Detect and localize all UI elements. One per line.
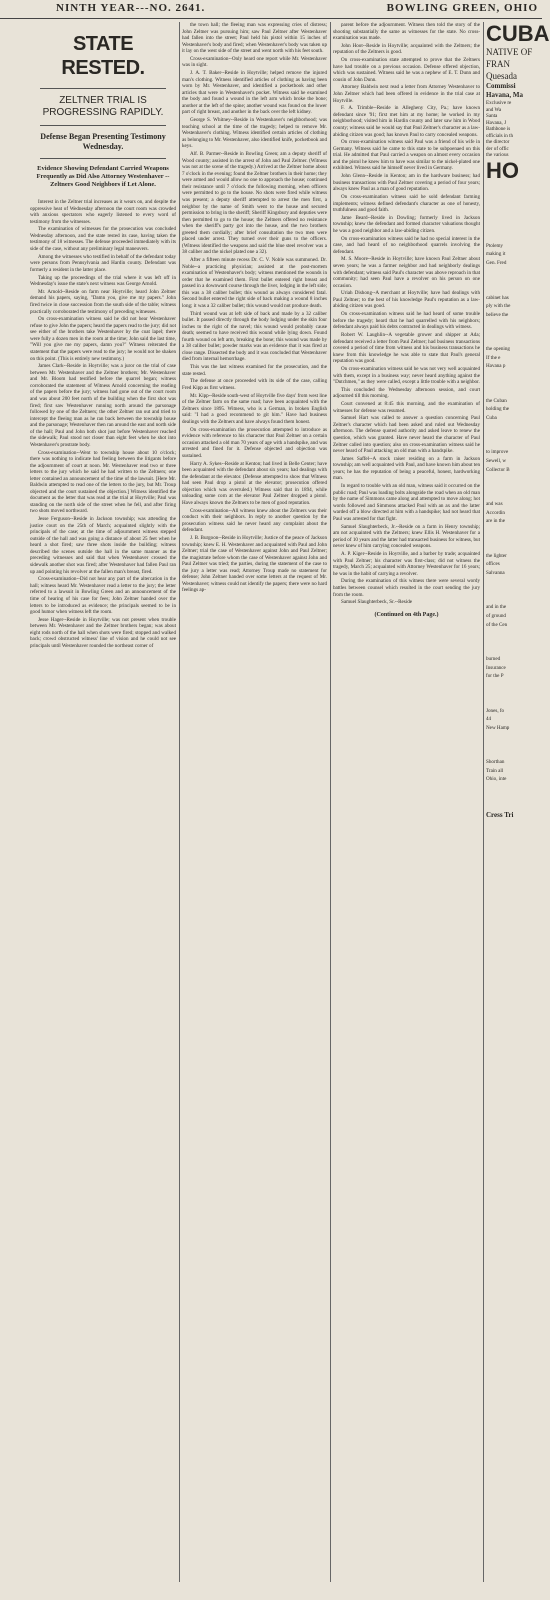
paragraph: Cross-examination--Did not hear any part of the altercation in the hall; witness heard Mr. Westenhaver read a letter to the jury; the letter referred to a lawsuit in Bowling Green and an announcement of the time of hearing of his case for fees; John Zeltner handed over the letters to be introduced as evidence; the principals seemed to be in good humor when witness left the room.: [30, 576, 176, 616]
cuba-text-line: are in the: [486, 518, 505, 525]
paragraph: On cross-examination state attempted to prove that the Zeltners have had trouble on a previous occasion. Defense offered objection, which was sustained. Witness said he was a nephew of E. T. Dunn and cousin of John Dunn.: [333, 57, 480, 83]
cuba-text-line: Gen. Fred: [486, 260, 507, 267]
cuba-line: FRAN: [486, 59, 511, 69]
cuba-text-line: making it: [486, 251, 506, 258]
paragraph: James Clark--Reside in Hoytville; was a juror on the trial of case between Mr. Westenhaver and the Zeltner brothers; Mr. Westenhaver and Mr. Bloom had testified before the quarrel began; witness corroborated the statement of Witness Arnold concerning the reading of the papers before the jury; witness had gone out of the court room and was about 200 feet north of the building when the first shot was fired; first saw Westenhaver running north around the parsonage followed by one of the Zeltners; the other Zeltner ran out and tried to intercept the fleeing man as he ran back between the township house and the parsonage; Westenhaver then ran around the east and north side of the hall; Paul and John both shot just before Westenhaver reached the sidewalk; Paul stood not closer than eight feet when he shot into Westenhaver's prostrate body.: [30, 363, 176, 448]
cuba-line: Quesada: [486, 71, 517, 81]
cuba-text-line: Collector B: [486, 466, 510, 473]
cuba-text-line: New Hamp: [486, 724, 510, 731]
cuba-text-line: and in the: [486, 604, 507, 611]
paragraph: Samuel Slaughterbeck, Sr.--Reside: [341, 599, 413, 606]
cuba-text-line: and was: [486, 501, 503, 508]
paragraph: Interest in the Zeltner trial increases as it wears on, and despite the oppressive heat of Wednesday afternoon the court room was crowded with anxious spectators who eagerly listened to every word of testimony from the witnesses.: [30, 199, 176, 225]
cuba-line: Bathbone is: [486, 126, 511, 133]
cuba-text-line: If the e: [486, 354, 501, 361]
cuba-line: the director: [486, 139, 510, 146]
paragraph: After a fifteen minute recess Dr. C. V. Noble was summoned. Dr. Noble--a practicing physician; assisted at the post-mortem examination of Westenhaver's body; witness mentioned the wounds in order that he examined them. First bullet entered right breast and passed in a downward course through the liver, lodging in the left side; this was a 38 caliber bullet; this wound as always considered fatal. Second bullet entered the right side of back making a wound 8 inches long; it was a 32 caliber bullet; this wound would not produce death.: [182, 257, 327, 309]
paragraph: This concluded the Wednesday afternoon session, and court adjourned till this morning.: [333, 386, 480, 400]
column-3: [333, 22, 480, 1577]
paragraph: Attorney Baldwin next read a letter from Attorney Westenhaver to John Zeltner which had been offered in evidence in the trial case at Hoytville.: [333, 84, 480, 104]
paragraph: John Hoot--Reside in Hoytville; acquainted with the Zeltners; the reputation of the Zeltners is good.: [333, 42, 480, 56]
paragraph: Cross-examination--All witness knew about the Zeltners was their conduct with their neighbors. In reply to another question by the prosecution witness said he never heard any complaint about the defendant.: [182, 507, 327, 534]
cuba-text-line: ply with the: [486, 303, 511, 310]
column-1: [30, 22, 176, 1577]
deck-2: Defense Began Presenting Testimony Wednesday.: [40, 132, 166, 151]
paragraph: James Saffel--A stock raiser residing on a farm in Jackson township; am well acquainted with Paul, and have known him about ten years; he has the reputation of being a peaceful, honest, hardworking man.: [333, 455, 480, 482]
paragraph: Cross-examination--Went to township house about 10 o'clock; there was nothing to indicate bad feeling between the litigants before the adjournment of court at noon. Mr. Westenhaver read two or three letters to the jury which he said he had written to the Zeltners; one letter contained an announcement of the time of the lawsuit. [Here Mr. Baldwin attempted to read one of the letters to the jury, but Mr. Troup objected and the court sustained the objection.] Witness identified the document as the letter that was read at the trial at Hoytville; Paul was standing on the north side of the street when he fell, and after firing two shots moved northward.: [30, 449, 176, 515]
cuba-text-line: the opening: [486, 346, 510, 353]
cuba-text-line: the lighter: [486, 552, 507, 559]
paragraph: Third wound was at left side of back and made by a 32 caliber bullet. It passed directly through the body lodging under the skin four inches to the right of the navel; this wound would probably cause death; seemed to have received this wound while lying down. Found fourth wound on left arm, breaking the bone; this wound was made by a 38 caliber bullet; powder marks was an evidence that it was fired at close range. Dissected the body and it was concluded that Westenhaver died from internal hemorrhage.: [182, 310, 327, 363]
cuba-line: Havana, J: [486, 119, 507, 126]
paragraph: J. B. Burgoon--Reside in Hoytville; Justice of the peace of Jackson township; knew E. H. Westenhaver and acquainted with Paul and John Zeltner; trial the case of Westenhaver against John and Paul Zeltner; the magistrate before whom the case of Westenhaver against John and Paul Zeltner was tried; the parties, during the statement of the case to the jury a letter was read; Attorney Troup made no statement for defense; John Zeltner handed over some letters at the request of Mr. Westenhaver; witness could not identify the papers; there were no hard feelings ap-: [182, 535, 327, 594]
column-rule: [179, 22, 180, 1582]
cuba-line: the various: [486, 152, 509, 159]
paragraph: parent before the adjournment. Witness then told the story of the shooting substantially the same as witnesses for the state. No cross-examination was made.: [333, 22, 480, 42]
paragraph: During the examination of this witness there were several wordy battles between counsel which resulted in the court sending the jury from the room.: [333, 578, 480, 598]
cuba-text-line: Sewell, w: [486, 458, 507, 465]
cuba-deck: [486, 46, 542, 183]
masthead-issue: NINTH YEAR---NO. 2641.: [56, 2, 206, 14]
article-body: [30, 199, 176, 650]
deck-1: ZELTNER TRIAL IS PROGRESSING RAPIDLY.: [42, 95, 164, 118]
paragraph: Mr. Kipp--Reside south-west of Hoytville five days' from west line of the Zeltner farm on the same road; have been acquainted with the Zeltners since 1895. Witness, who is a German, in broken English said: "I had a good recommend to git him." Have had business dealings with the Zeltners and have always found them honest.: [182, 392, 327, 425]
cuba-text-line: for the P: [486, 673, 504, 680]
paragraph: In regard to trouble with an old man, witness said it occurred on the public road; Paul was loading bolts alongside the road when an old man by the name of Simmons came along and attempted to move along; hot words followed and Simmons attacked Paul with an ax and the latter warded off a blow directed at him with a handspike; had not heard that Paul was arrested for that fight.: [333, 483, 480, 522]
cuba-text-line: believe the: [486, 311, 509, 318]
cuba-line: Exclusive re: [486, 100, 512, 106]
paragraph: On cross-examination witness said he sold defendant farming implements; witness defined defendant's character as one of honesty, truthfulness and good faith.: [333, 193, 480, 214]
cuba-line: Havana, Ma: [486, 91, 523, 99]
paragraph: On cross-examination witness said he was not very well acquainted with them, except in a business way; never heard anything against the "Dutchmen," as they were called, except a little trouble with a neighbor.: [333, 365, 480, 386]
paragraph: the town hall; the fleeing man was expressing cries of distress; John Zeltner was pursuing him; saw Paul Zeltner after Westenhaver had fallen into the street; Paul held his pistol within 15 inches of Westenhaver's body and fired; when Westenhaver's body was taken up it lay on the west side of the street and went north with his feet south.: [182, 22, 327, 55]
masthead: [0, 0, 542, 19]
paragraph: Samuel Hart was called to answer a question concerning Paul Zeltner's character which had been asked and ruled out Wednesday afternoon. The defense quoted authority and asked leave to renew the question, which was granted. Have never heard the character of Paul Zeltner called into question; also on cross-examination witness said he never heard of Paul attacking an old man with a handspike.: [333, 415, 480, 455]
cuba-text-line: Train all: [486, 767, 504, 774]
cuba-text-line: of ground: [486, 612, 506, 619]
article-body: [182, 22, 327, 594]
paragraph: This was the last witness examined for the prosecution, and the state rested.: [182, 364, 327, 377]
divider: [40, 88, 166, 89]
paragraph: Alf. B. Parmer--Reside in Bowling Green; am a deputy sheriff of Wood county; assisted in the arrest of John and Paul Zeltner. (Witness was not at the scene of the tragedy.) Arrived at the Zeltner home about 7 o'clock in the evening; found the Zeltner brothers in their home; they were armed and would allow no one to approach the house; continued their resistance until 7 o'clock the following morning, when officers were permitted to go to the house. No shots were fired while witness was present; a deputy sheriff attempted to arrest the men first, a neighbor by the name of Smith went to the house and secured permission to bring in the sheriff; Sheriff Kingsbury and deputies were then permitted to go to the house; the Zeltners offered no resistance when the sheriff's party got into the house, and the two brothers greeted them cordially; after brief consultation the two men were placed under arrest. They turned over their guns to the officers. (Witness identified the weapons and said the blue steel revolver was a 38 caliber and the nickel plated one a 32).: [182, 151, 327, 256]
paragraph: On cross-examination the prosecution attempted to introduce as evidence with reference to his character that Paul Zeltner on a certain occasion attacked a old man 70 years of age with a handspike, and was arrested and fined for it. Defense objected and objection was sustained.: [182, 426, 327, 459]
cuba-line: officials in th: [486, 132, 514, 139]
paragraph: M. S. Moore--Reside in Hoytville; have known Paul Zeltner about seven years; he was a farmer neighbor and had neighborly dealings with defendant; witness said Paul's character was above reproach in that community; had seen Paul have a revolver on his person on one occasion.: [333, 256, 480, 289]
paragraph: Samuel Slaughterbeck, Jr.--Reside on a farm in Henry township; am not acquainted with the Zeltners; knew Ellis H. Westenhaver for a period of 10 years and the latter had transacted business for witness, but never knew of him carrying concealed weapons.: [333, 523, 480, 550]
paragraph: On cross-examination witness said he had no special interest in the case, and had heard of no neighborhood quarrels involving the defendant.: [333, 235, 480, 255]
cuba-text-line: Ptolemy: [486, 242, 503, 249]
cuba-body: [486, 243, 542, 783]
cuba-bottom: Cress Tri: [486, 810, 514, 819]
cuba-line: Commissi: [486, 82, 516, 90]
masthead-location: BOWLING GREEN, OHIO: [386, 2, 538, 14]
cuba-text-line: Salvanna: [486, 569, 505, 576]
cuba-text-line: holding the: [486, 406, 510, 413]
column-rule: [483, 22, 484, 1582]
cuba-text-line: Ohio, inte: [486, 776, 507, 783]
deck-3: Evidence Showing Defendant Carried Weapons Frequently as Did Also Attorney Westenhaver -- Zeltners Good Neighbors if Let Alone.: [36, 165, 170, 188]
paragraph: On cross-examination witness said Paul was a friend of his wife in Germany. Witness said he came to this state to be subpoenaed on this trial. He admitted that Paul carried a weapon on almost every occasion and the pistol he knew him to have was similar to the nickel-plated one exhibited. Witness said he himself never lived in Germany.: [333, 139, 480, 172]
cuba-line: and Wa: [486, 106, 502, 113]
paragraph: A. P. Kiger--Reside in Hoytville, and a barber by trade; acquainted with Paul Zeltner; his character was first-class; did not witness the tragedy, March 25; acquainted with Attorney Westenhaver for 16 years; he was in the habit of carrying a revolver.: [333, 551, 480, 577]
paragraph: Jesse Ferguson--Reside in Jackson township; was attending the justice court on the 25th of March; acquainted slightly with the principals of the case; at the time of adjournment witness stepped outside of the hall and was going a distance of about 25 feet when he heard a shot fired; saw three shots inside the building; witness described the scenes outside the hall in the same manner as the preceding witnesses and said that when Westenhaver crossed the sidewalk another shot was fired; after Westenhaver had fallen Paul ran up and pointing his revolver at the fallen man's breast, fired.: [30, 516, 176, 575]
cuba-text-line: offices: [486, 561, 500, 568]
paragraph: On cross-examination witness said he did not hear Westenhaver refuse to give John the papers; heard the papers read to the jury; did not see either of the brothers take Westenhaver by the coat lapel; there were fully a dozen men in the room at the time; John said the last time, "Will you give me my papers, damn you?" Witness reiterated the statement that the papers were read to the jury; he would not be shaken on this point. (This is entirely new testimony.): [30, 316, 176, 362]
paragraph: Robert W. Laughlin--A vegetable grower and shipper at Ada; defendant received a letter from Paul Zeltner; had business transactions covered a period of time from witness and his business transactions he knew from this knowledge he was able to state that Paul's general reputation was good.: [333, 332, 480, 365]
column-4: [486, 21, 550, 1577]
paragraph: Harry A. Sykes--Reside at Kenton; had lived in Belle Center; have been acquainted with the defendant about six years; had dealings with the defendant at the elevator. (Defense attempted to show that Witness had seen Paul drop a pistol at the elevator; prosecution offered objection which was overruled.) Witness said that in 1894, while unloading some corn at the elevator Paul Zeltner dropped a pistol. Have always known the Zeltners to be men of good reputation.: [182, 460, 327, 506]
continued-note: (Continued on 4th Page.): [374, 611, 439, 618]
paragraph: Jesse Hager--Reside in Hoytville; was not present when trouble between Mr. Westenhaver and the Zeltner brothers began; was about eight rods north of the hall when shots were fired; stopped and walked back; crowd obstructed witness' line of vision and he could not see principals until Westenhaver rounded the northeast corner of: [30, 616, 176, 649]
paragraph: Uriah Dishong--A merchant at Hoytville; have had dealings with Paul Zeltner; to the best of his knowledge Paul's reputation as a law-abiding citizen was good.: [333, 290, 480, 310]
paragraph: J. A. T. Baker--Reside in Hoytville; helped remove the injured man's clothing. Witness identified articles of clothing as having been worn by Mr. Westenhaver, and identified a pocketbook and other articles that were in Westenhaver's pocket. Witness said he examined the body and found a wound in the left arm which broke the bone; another at the left of the spine; another wound was found on the lower part of right breast, and another in the back over the left kidney.: [182, 70, 327, 116]
paragraph: The defense at once proceeded with its side of the case, calling Fred Kipp as first witness.: [182, 378, 327, 392]
paragraph: Cross-examination--Only heard one report while Mr. Westenhaver was in sight.: [182, 55, 327, 69]
column-2: [182, 22, 327, 1577]
cuba-text-line: Accordin: [486, 509, 505, 516]
paragraph: F. A. Trimble--Reside in Allegheny City, Pa.; have known defendant since '91; first met him at my home; he worked in my neighborhood; visited him in Hardin county and later saw him in Wood county; witness said he would say that Paul Zeltner's character as a law-abiding citizen was good; has known Paul to carry concealed weapons.: [333, 105, 480, 138]
divider: [40, 158, 166, 159]
paragraph: Court convened at 8:45 this morning, and the examination of witnesses for defense was resumed.: [333, 401, 480, 414]
cuba-line: HO: [486, 157, 519, 183]
cuba-text-line: cabinet has: [486, 294, 509, 301]
cuba-text-line: Shorthan: [486, 759, 505, 766]
paragraph: George S. Whitney--Reside in Westenhaver's neighborhood; was teaching school at the time of the tragedy; helped to remove Mr. Westenhaver's clothing. Witness identified certain articles of clothing as belonging to Mr. Westenhaver, also identified knife, pocketbook and keys.: [182, 117, 327, 150]
cuba-text-line: to improve: [486, 449, 509, 456]
paragraph: Taking up the proceedings of the trial where it was left off in Wednesday's issue the state's next witness was George Arnold.: [30, 274, 176, 288]
cuba-text-line: 44: [486, 716, 492, 723]
paragraph: On cross-examination witness said he had heard of some trouble before the tragedy; heard that he had quarrelled with his neighbors; defendant always paid his debts contracted in dealings with witness.: [333, 311, 480, 331]
cuba-text-line: Havana p: [486, 363, 506, 370]
cuba-text-line: of the Cen: [486, 621, 508, 628]
paragraph: Jame Beard--Reside in Dowling; formerly lived in Jackson township; knew the defendant and formed character valuations thought he was a good neighbor and a law-abiding citizen.: [333, 214, 480, 234]
divider: [40, 125, 166, 126]
paragraph: John Glenn--Reside in Kenton; am in the hardware business; had business transactions with Paul Zeltner covering a period of four years; always knew Paul as a man of good reputation.: [333, 173, 480, 193]
paragraph: Among the witnesses who testified in behalf of the defendant today were persons from Pennsylvania and Hardin county. Defendant was formerly a resident in the latter place.: [30, 253, 176, 273]
cuba-text-line: Jones, fo: [486, 707, 505, 714]
paragraph: Mr. Arnold--Reside on farm near Hoytville; heard John Zeltner demand his papers, saying, "Damn you, give me my papers." John fired twice in close succession from the south side of the table; witness practically corroborated the testimony of preceding witnesses.: [30, 288, 176, 315]
cuba-line: Santa: [486, 113, 498, 120]
cuba-headline: CUBA: [486, 21, 550, 46]
column-rule: [330, 22, 331, 1582]
cuba-text-line: Cuba: [486, 414, 497, 421]
cuba-text-line: the Cuban: [486, 397, 507, 404]
cuba-text-line: burned: [486, 656, 501, 663]
cuba-line: NATIVE OF: [486, 47, 533, 57]
article-body: [333, 22, 480, 606]
paragraph: The examination of witnesses for the prosecution was concluded Wednesday afternoon, and the state rested its case, having taken the testimony of 18 witnesses. The defense proceeded immediately with its side of the case, without any preliminary legal maneuvers.: [30, 226, 176, 253]
cuba-text-line: Insurance: [486, 664, 506, 671]
cuba-line: der of offic: [486, 145, 509, 152]
headline: STATE RESTED.: [61, 33, 145, 79]
